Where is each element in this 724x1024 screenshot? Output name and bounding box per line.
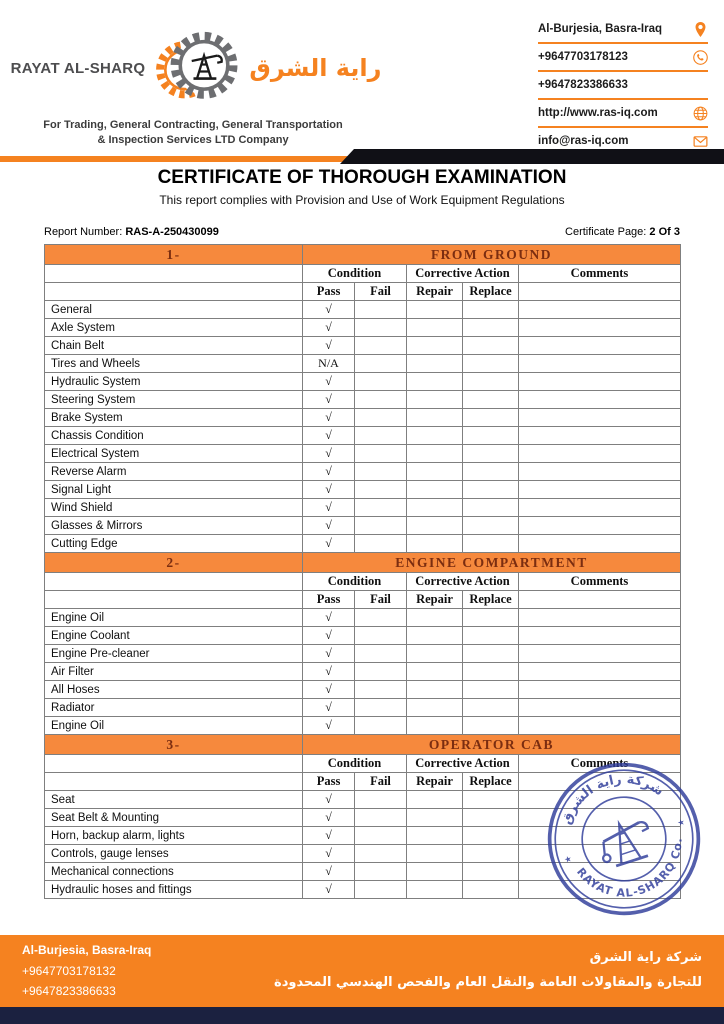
column-header-pass: Pass [303,773,355,791]
replace-mark [463,863,519,881]
repair-mark [407,791,463,809]
contact-text: +9647823386633 [538,79,628,91]
item-name: All Hoses [45,681,303,699]
stamp-star-left: ★ [562,853,574,865]
table-row [45,319,681,337]
section-header-row [45,735,681,755]
replace-mark [463,373,519,391]
pass-mark: √ [303,427,355,445]
replace-mark [463,535,519,553]
pass-mark: √ [303,645,355,663]
item-name: Horn, backup alarm, lights [45,827,303,845]
replace-mark [463,409,519,427]
replace-mark [463,517,519,535]
item-name: Glasses & Mirrors [45,517,303,535]
table-row [45,337,681,355]
fail-mark [355,609,407,627]
column-subheader-row [45,773,681,791]
item-name: Engine Oil [45,717,303,735]
table-row [45,627,681,645]
item-name: Wind Shield [45,499,303,517]
company-logo-block [10,24,382,112]
footer-navy-band [0,1007,724,1024]
comments-cell [519,681,681,699]
pass-mark: √ [303,681,355,699]
replace-mark [463,627,519,645]
fail-mark [355,717,407,735]
location-pin-icon [692,21,708,37]
repair-mark [407,863,463,881]
contact-text: info@ras-iq.com [538,135,629,147]
section-title: ENGINE COMPARTMENT [303,553,681,573]
fail-mark [355,535,407,553]
repair-mark [407,881,463,899]
report-number-value: RAS-A-250430099 [125,226,219,238]
column-header-corrective-action: Corrective Action [407,755,519,773]
repair-mark [407,827,463,845]
column-header-condition: Condition [303,573,407,591]
tagline-line1: For Trading, General Contracting, General Transportation [43,119,343,131]
repair-mark [407,663,463,681]
footer-contact-block [22,940,151,1001]
contact-text: Al-Burjesia, Basra-Iraq [538,23,662,35]
footer-phone1: +9647703178132 [22,963,116,978]
column-header-pass: Pass [303,283,355,301]
comments-cell [519,391,681,409]
repair-mark [407,463,463,481]
section-title: FROM GROUND [303,245,681,265]
table-row [45,663,681,681]
section-header-row [45,245,681,265]
title-area [0,167,724,207]
item-name: Electrical System [45,445,303,463]
column-header-condition: Condition [303,755,407,773]
column-group-header-row [45,573,681,591]
table-row [45,517,681,535]
replace-mark [463,301,519,319]
inspection-table-body [45,245,681,899]
table-row [45,609,681,627]
certificate-subtitle: This report complies with Provision and Use of Work Equipment Regulations [159,193,565,207]
repair-mark [407,809,463,827]
gear-logo-icon [153,24,241,112]
column-header-comments: Comments [519,755,681,773]
replace-mark [463,445,519,463]
column-header-condition: Condition [303,265,407,283]
comments-cell [519,717,681,735]
repair-mark [407,681,463,699]
comments-cell [519,663,681,681]
comments-cell [519,609,681,627]
contact-text: +9647703178123 [538,51,628,63]
column-header-blank [519,591,681,609]
column-group-header-row [45,755,681,773]
comments-cell [519,535,681,553]
item-name: Reverse Alarm [45,463,303,481]
replace-mark [463,481,519,499]
fail-mark [355,373,407,391]
replace-mark [463,809,519,827]
fail-mark [355,627,407,645]
pass-mark: √ [303,663,355,681]
comments-cell [519,445,681,463]
repair-mark [407,391,463,409]
phone-icon [692,49,708,65]
fail-mark [355,517,407,535]
fail-mark [355,391,407,409]
contact-line [538,44,708,72]
column-group-header-row [45,265,681,283]
fail-mark [355,319,407,337]
comments-cell [519,463,681,481]
fail-mark [355,663,407,681]
comments-cell [519,499,681,517]
contact-text: http://www.ras-iq.com [538,107,658,119]
table-row [45,881,681,899]
item-name: Chassis Condition [45,427,303,445]
stamp-english-arc: RAYAT AL-SHARQ Co. [574,837,685,900]
envelope-icon [692,133,708,149]
fail-mark [355,845,407,863]
pass-mark: √ [303,319,355,337]
table-row [45,301,681,319]
replace-mark [463,319,519,337]
pass-mark: √ [303,499,355,517]
column-header-corrective-action: Corrective Action [407,573,519,591]
repair-mark [407,699,463,717]
comments-cell [519,845,681,863]
item-name: Seat Belt & Mounting [45,809,303,827]
table-row [45,427,681,445]
footer-description-ar: للتجارة والمقاولات العامة والنقل العام والفحص الهندسي المحدودة [274,975,702,990]
item-name: Controls, gauge lenses [45,845,303,863]
replace-mark [463,391,519,409]
replace-mark [463,337,519,355]
comments-cell [519,517,681,535]
table-row [45,391,681,409]
table-row [45,791,681,809]
table-row [45,535,681,553]
item-name: Hydraulic hoses and fittings [45,881,303,899]
certificate-page-label: Certificate Page: [565,226,647,238]
column-subheader-row [45,283,681,301]
pass-mark: √ [303,445,355,463]
company-tagline [20,118,366,148]
certificate-title: CERTIFICATE OF THOROUGH EXAMINATION [157,167,567,188]
section-header-row [45,553,681,573]
no-icon [692,77,708,93]
fail-mark [355,499,407,517]
repair-mark [407,517,463,535]
pass-mark: √ [303,791,355,809]
item-name: Tires and Wheels [45,355,303,373]
comments-cell [519,791,681,809]
fail-mark [355,699,407,717]
column-header-blank [45,573,303,591]
repair-mark [407,355,463,373]
table-row [45,809,681,827]
table-row [45,445,681,463]
comments-cell [519,809,681,827]
item-name: Steering System [45,391,303,409]
table-row [45,845,681,863]
item-name: Air Filter [45,663,303,681]
pass-mark: √ [303,609,355,627]
pass-mark: √ [303,517,355,535]
fail-mark [355,881,407,899]
inspection-table [44,244,681,899]
repair-mark [407,627,463,645]
replace-mark [463,609,519,627]
report-info-row [44,226,680,238]
fail-mark [355,863,407,881]
pass-mark: √ [303,337,355,355]
pass-mark: N/A [303,355,355,373]
table-row [45,463,681,481]
replace-mark [463,427,519,445]
column-header-repair: Repair [407,773,463,791]
pass-mark: √ [303,881,355,899]
repair-mark [407,337,463,355]
comments-cell [519,699,681,717]
footer [0,935,724,1024]
table-row [45,717,681,735]
pass-mark: √ [303,535,355,553]
section-number: 3- [45,735,303,755]
replace-mark [463,881,519,899]
replace-mark [463,699,519,717]
column-header-replace: Replace [463,591,519,609]
repair-mark [407,845,463,863]
comments-cell [519,863,681,881]
column-header-comments: Comments [519,265,681,283]
item-name: Axle System [45,319,303,337]
comments-cell [519,319,681,337]
repair-mark [407,645,463,663]
comments-cell [519,481,681,499]
contact-line [538,16,708,44]
report-number-label: Report Number: [44,226,123,238]
contact-line [538,72,708,100]
fail-mark [355,463,407,481]
repair-mark [407,535,463,553]
item-name: Brake System [45,409,303,427]
table-row [45,481,681,499]
comments-cell [519,881,681,899]
replace-mark [463,645,519,663]
fail-mark [355,827,407,845]
pass-mark: √ [303,863,355,881]
item-name: Engine Pre-cleaner [45,645,303,663]
column-header-blank [45,591,303,609]
replace-mark [463,681,519,699]
replace-mark [463,845,519,863]
pass-mark: √ [303,373,355,391]
repair-mark [407,445,463,463]
comments-cell [519,627,681,645]
section-number: 1- [45,245,303,265]
comments-cell [519,355,681,373]
replace-mark [463,791,519,809]
comments-cell [519,373,681,391]
report-number [44,226,219,238]
column-header-blank [45,265,303,283]
item-name: Signal Light [45,481,303,499]
column-header-blank [45,773,303,791]
column-header-blank [45,755,303,773]
footer-phone2: +9647823386633 [22,984,116,999]
footer-orange-band [0,935,724,1007]
item-name: Seat [45,791,303,809]
fail-mark [355,301,407,319]
replace-mark [463,463,519,481]
item-name: Mechanical connections [45,863,303,881]
globe-icon [692,105,708,121]
header-divider-orange [0,156,354,162]
fail-mark [355,409,407,427]
repair-mark [407,499,463,517]
contact-line [538,100,708,128]
footer-company-arabic-block [274,946,702,995]
comments-cell [519,645,681,663]
column-header-blank [519,283,681,301]
company-name-en: RAYAT AL-SHARQ [10,59,146,77]
item-name: Engine Oil [45,609,303,627]
comments-cell [519,301,681,319]
repair-mark [407,427,463,445]
footer-company-ar: شركة راية الشرق [589,950,702,966]
fail-mark [355,645,407,663]
section-number: 2- [45,553,303,573]
item-name: Cutting Edge [45,535,303,553]
column-header-fail: Fail [355,773,407,791]
repair-mark [407,481,463,499]
pass-mark: √ [303,463,355,481]
column-header-blank [45,283,303,301]
fail-mark [355,481,407,499]
fail-mark [355,809,407,827]
column-header-repair: Repair [407,591,463,609]
column-header-replace: Replace [463,283,519,301]
comments-cell [519,409,681,427]
fail-mark [355,427,407,445]
stamp-arabic-arc: شركة راية الشرق [559,772,666,827]
column-header-blank [519,773,681,791]
fail-mark [355,355,407,373]
repair-mark [407,409,463,427]
repair-mark [407,301,463,319]
section-title: OPERATOR CAB [303,735,681,755]
fail-mark [355,445,407,463]
fail-mark [355,681,407,699]
company-name-ar: راية الشرق [249,54,382,82]
pass-mark: √ [303,827,355,845]
column-header-repair: Repair [407,283,463,301]
fail-mark [355,337,407,355]
pass-mark: √ [303,717,355,735]
pass-mark: √ [303,391,355,409]
item-name: Radiator [45,699,303,717]
certificate-page-value: 2 Of 3 [649,226,680,238]
column-header-pass: Pass [303,591,355,609]
tagline-line2: & Inspection Services LTD Company [97,133,289,146]
column-header-replace: Replace [463,773,519,791]
pass-mark: √ [303,409,355,427]
table-row [45,699,681,717]
footer-address: Al-Burjesia, Basra-Iraq [22,943,152,958]
table-row [45,373,681,391]
comments-cell [519,427,681,445]
column-header-comments: Comments [519,573,681,591]
table-row [45,409,681,427]
table-row [45,827,681,845]
stamp-star-right: ★ [675,816,687,829]
table-row [45,355,681,373]
item-name: Engine Coolant [45,627,303,645]
replace-mark [463,499,519,517]
pass-mark: √ [303,481,355,499]
pass-mark: √ [303,845,355,863]
replace-mark [463,717,519,735]
column-header-fail: Fail [355,283,407,301]
table-row [45,681,681,699]
replace-mark [463,827,519,845]
contact-block [538,16,708,156]
repair-mark [407,609,463,627]
repair-mark [407,373,463,391]
pass-mark: √ [303,301,355,319]
comments-cell [519,337,681,355]
certificate-page-info [565,226,680,238]
column-subheader-row [45,591,681,609]
table-row [45,645,681,663]
pass-mark: √ [303,627,355,645]
item-name: General [45,301,303,319]
fail-mark [355,791,407,809]
table-row [45,499,681,517]
item-name: Hydraulic System [45,373,303,391]
pass-mark: √ [303,699,355,717]
header-divider-black [340,149,724,164]
comments-cell [519,827,681,845]
column-header-corrective-action: Corrective Action [407,265,519,283]
repair-mark [407,717,463,735]
pass-mark: √ [303,809,355,827]
item-name: Chain Belt [45,337,303,355]
replace-mark [463,663,519,681]
table-row [45,863,681,881]
repair-mark [407,319,463,337]
column-header-fail: Fail [355,591,407,609]
replace-mark [463,355,519,373]
